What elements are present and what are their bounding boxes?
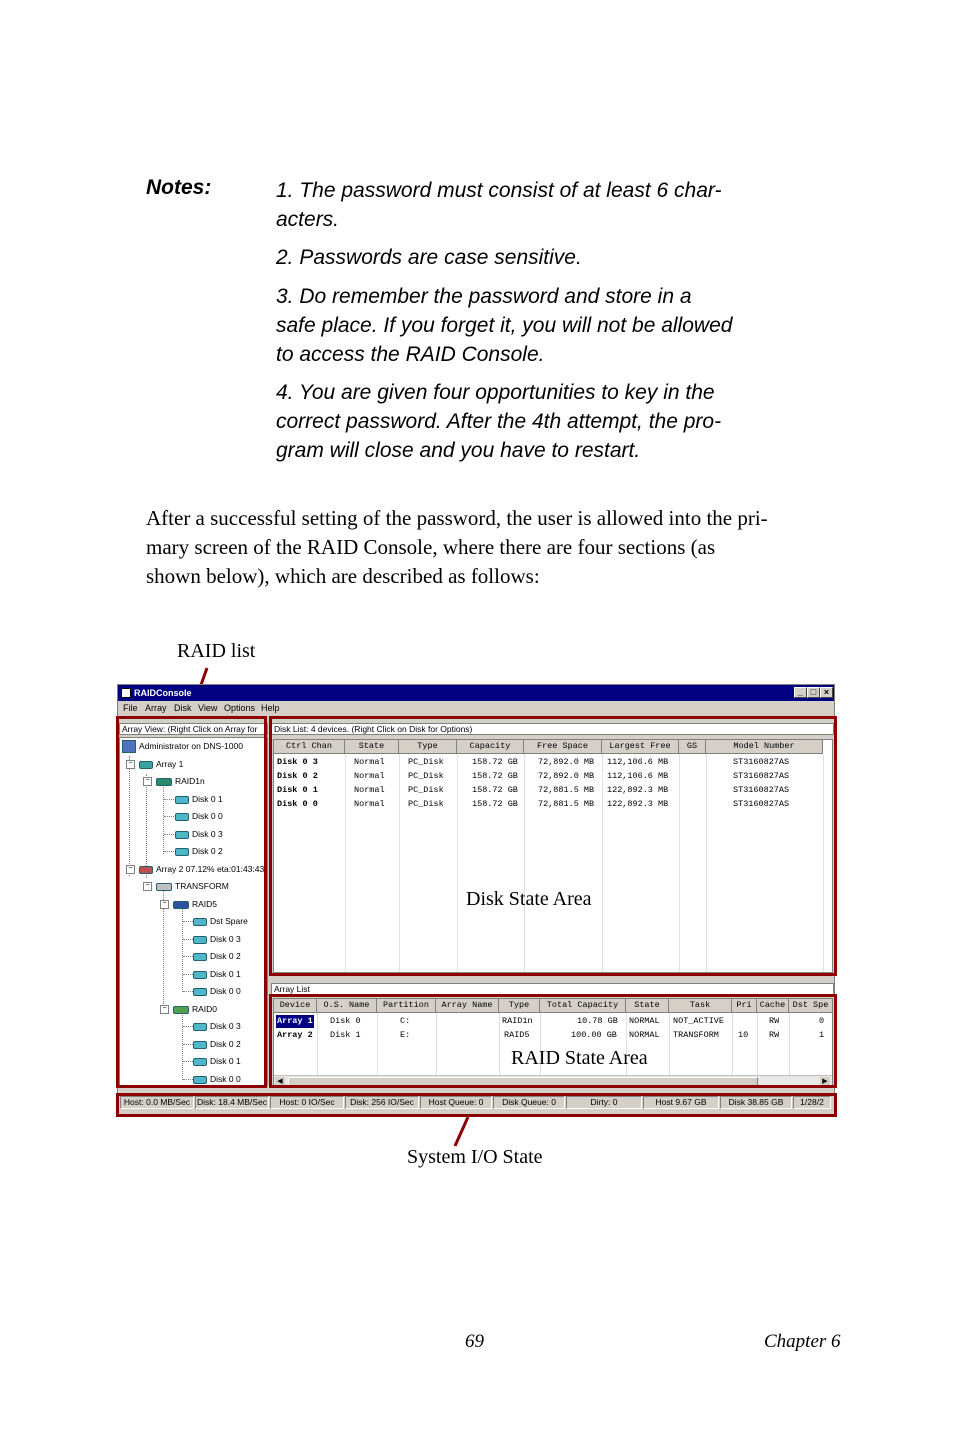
col-header[interactable]: Largest Free [602, 740, 679, 754]
col-header[interactable]: Task [669, 999, 732, 1013]
tree-host[interactable]: Administrator on DNS-1000 [122, 740, 243, 752]
array-view-header: Array View: (Right Click on Array for [119, 723, 268, 735]
body-line: After a successful setting of the password, the user is allowed into the pri- [146, 506, 768, 530]
tree-disk[interactable]: Disk 0 1 [193, 1055, 241, 1067]
note-line: gram will close and you have to restart. [276, 439, 641, 462]
system-io-highlight [116, 1093, 837, 1117]
menu-help[interactable]: Help [261, 703, 280, 713]
note-line: correct password. After the 4th attempt, the pro- [276, 410, 722, 433]
collapse-icon[interactable]: − [160, 1005, 169, 1014]
array-list-header: Array List [271, 983, 834, 995]
col-header[interactable]: State [626, 999, 669, 1013]
menu-array[interactable]: Array [145, 703, 167, 713]
tree-raid0[interactable]: RAID0 [173, 1003, 217, 1015]
chapter-label: Chapter 6 [764, 1331, 841, 1352]
col-header[interactable]: Total Capacity [540, 999, 626, 1013]
status-date: 1/28/2 [793, 1096, 831, 1109]
tree-disk[interactable]: Disk 0 0 [175, 810, 223, 822]
scroll-right-icon[interactable]: ▶ [820, 1077, 830, 1087]
system-io-callout: System I/O State [407, 1146, 543, 1168]
status-disk-size: Disk 38.85 GB [720, 1096, 792, 1109]
tree-disk[interactable]: Disk 0 2 [193, 950, 241, 962]
note-line: acters. [276, 208, 340, 231]
col-header[interactable]: Array Name [436, 999, 499, 1013]
body-line: mary screen of the RAID Console, where there are four sections (as [146, 535, 716, 559]
col-header[interactable]: Type [499, 999, 540, 1013]
collapse-icon[interactable]: − [126, 760, 135, 769]
title-bar [118, 685, 834, 701]
window-title: RAIDConsole [134, 688, 192, 698]
col-header[interactable]: Dst Spe [789, 999, 833, 1013]
tree-disk[interactable]: Disk 0 3 [193, 1020, 241, 1032]
menu-disk[interactable]: Disk [174, 703, 192, 713]
note-line: 3. Do remember the password and store in a [276, 285, 692, 308]
col-header[interactable]: Type [399, 740, 457, 754]
status-host-rate: Host: 0.0 MB/Sec [120, 1096, 194, 1109]
tree-array-1[interactable]: Array 1 [139, 758, 183, 770]
tree-array-2[interactable]: Array 2 07.12% eta:01:43:43 [139, 863, 264, 875]
tree-disk[interactable]: Dst Spare [193, 915, 248, 927]
note-line: 2. Passwords are case sensitive. [276, 246, 582, 269]
raid-state-area-label: RAID State Area [511, 1047, 648, 1069]
body-line: shown below), which are described as follows: [146, 564, 540, 588]
disk-state-highlight [269, 716, 837, 976]
scroll-left-icon[interactable]: ◀ [275, 1077, 285, 1087]
raid-list-callout: RAID list [177, 640, 256, 662]
maximize-button[interactable]: □ [807, 687, 820, 698]
notes-label: Notes: [146, 176, 212, 199]
collapse-icon[interactable]: − [143, 777, 152, 786]
col-header[interactable]: GS [679, 740, 706, 754]
col-header[interactable]: Cache [757, 999, 789, 1013]
tree-raid5[interactable]: RAID5 [173, 898, 217, 910]
system-io-pointer [455, 1117, 468, 1146]
collapse-icon[interactable]: − [160, 900, 169, 909]
status-disk-rate: Disk: 18.4 MB/Sec [195, 1096, 269, 1109]
minimize-button[interactable]: _ [794, 687, 807, 698]
disk-list-header: Disk List: 4 devices. (Right Click on Disk for Options) [271, 723, 834, 735]
note-line: 4. You are given four opportunities to key in the [276, 381, 715, 404]
menu-bar [118, 702, 834, 715]
tree-disk[interactable]: Disk 0 3 [175, 828, 223, 840]
tree-transform[interactable]: TRANSFORM [156, 880, 229, 892]
tree-disk[interactable]: Disk 0 2 [193, 1038, 241, 1050]
tree-disk[interactable]: Disk 0 1 [193, 968, 241, 980]
status-disk-queue: Disk Queue: 0 [493, 1096, 565, 1109]
tree-disk[interactable]: Disk 0 0 [193, 985, 241, 997]
menu-view[interactable]: View [198, 703, 218, 713]
status-host-queue: Host Queue: 0 [420, 1096, 492, 1109]
tree-disk[interactable]: Disk 0 0 [193, 1073, 241, 1085]
collapse-icon[interactable]: − [126, 865, 135, 874]
menu-options[interactable]: Options [224, 703, 256, 713]
col-header[interactable]: Free Space [524, 740, 602, 754]
status-dirty: Dirty: 0 [566, 1096, 642, 1109]
col-header[interactable]: State [345, 740, 399, 754]
close-button[interactable]: × [820, 687, 833, 698]
col-header[interactable]: Device [274, 999, 317, 1013]
note-line: 1. The password must consist of at least 6 char- [276, 179, 722, 202]
col-header[interactable]: Partition [377, 999, 436, 1013]
page-number: 69 [465, 1331, 484, 1352]
tree-raid1n[interactable]: RAID1n [156, 775, 205, 787]
disk-state-area-label: Disk State Area [466, 888, 592, 910]
disk-grid[interactable]: Ctrl Chan State Type Capacity Free Space Largest Free GS Model Number Disk 0 3 Normal PC_Disk 158.72 GB 72,892.0 MB 112,106.6 MB ST3160827AS Disk 0 2 Normal PC_Disk 158.72 GB 72,892.0 MB 112,106.6 MB ST3160827AS Disk 0 1 Normal PC_Disk 158.72 GB 72,881.5 MB 122,892.3 MB ST3160827AS Disk 0 0 Normal PC_Disk 158.72 GB 72,881.5 MB 122,892.3 MB ST3160827AS [273, 739, 833, 973]
array-grid[interactable]: Device O.S. Name Partition Array Name Type Total Capacity State Task Pri Cache Dst Spe Array 1 Disk 0 C: RAID1n 10.78 GB NORMAL NOT_ACTIVE RW 0 Array 2 Disk 1 E: RAID5 100.00 GB NORMAL TRANSFORM 10 RW 1 ◀ ▶ [273, 998, 833, 1088]
status-host-io: Host: 0 IO/Sec [270, 1096, 344, 1109]
raid-list-highlight [116, 716, 267, 1088]
collapse-icon[interactable]: − [143, 882, 152, 891]
tree-disk[interactable]: Disk 0 1 [175, 793, 223, 805]
note-line: safe place. If you forget it, you will not be allowed [276, 314, 733, 337]
app-icon [121, 688, 131, 698]
menu-file[interactable]: File [123, 703, 138, 713]
raid-state-highlight [269, 994, 837, 1088]
status-disk-io: Disk: 256 IO/Sec [345, 1096, 419, 1109]
col-header[interactable]: Ctrl Chan [274, 740, 345, 754]
col-header[interactable]: Capacity [457, 740, 524, 754]
status-host-size: Host 9.67 GB [643, 1096, 719, 1109]
note-line: to access the RAID Console. [276, 343, 545, 366]
col-header[interactable]: Pri [732, 999, 757, 1013]
col-header[interactable]: Model Number [706, 740, 823, 754]
tree-disk[interactable]: Disk 0 2 [175, 845, 223, 857]
tree-disk[interactable]: Disk 0 3 [193, 933, 241, 945]
col-header[interactable]: O.S. Name [317, 999, 377, 1013]
